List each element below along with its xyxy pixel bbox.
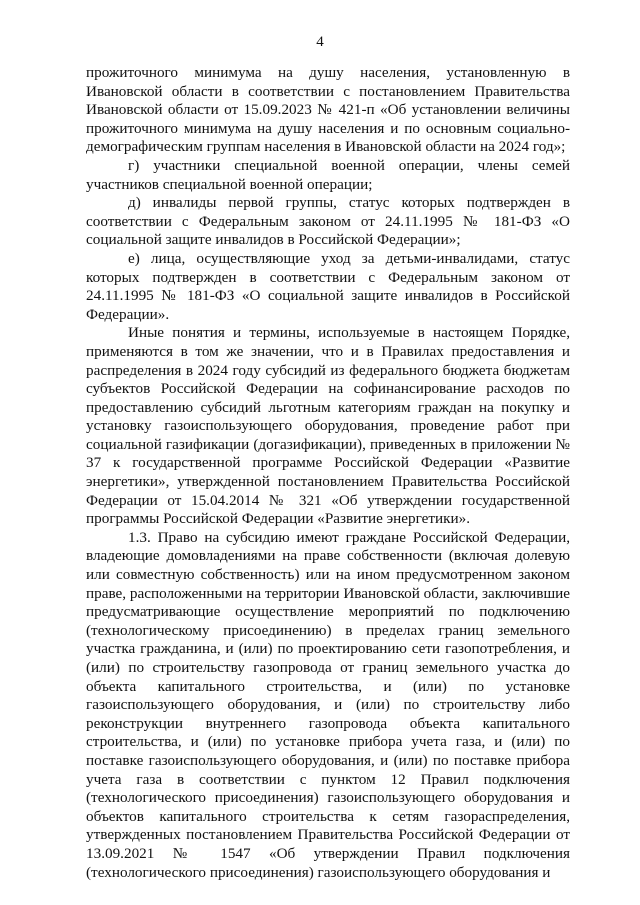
paragraph-continuation-minimum-income: прожиточного минимума на душу населения, установленную в Ивановской области в соответствии с постановлением Правительства Ивановской области от 15.09.2023 № 421-п «Об установлении величины прожиточного минимума на душу населения и по основным социально-демографическим группам населения в Ивановской области на 2024 год»; [86, 64, 570, 156]
page-number: 4 [316, 34, 324, 50]
paragraph-1-3-subsidy-right: 1.3. Право на субсидию имеют граждане Российской Федерации, владеющие домовладениями на праве собственности (включая долевую или совместную собственность) или на ином предусмотренном законом праве, расположенными на территории Ивановской области, заключившие предусматривающие осуществление мероприятий по подключению (технологическому присоединению) в пределах границ земельного участка гражданина, и (или) по проектированию сети газопотребления, и (или) по строительству газопровода от границ земельного участка до объекта капитального строительства, и (или) по установке газоиспользующего оборудования, и (или) по строительству либо реконструкции внутреннего газопровода объекта капитального строительства, и (или) по установке прибора учета газа, и (или) по поставке газоиспользующего оборудования, и (или) по поставке прибора учета газа в соответствии с пунктом 12 Правил подключения (технологического присоединения) газоиспользующего оборудования и объектов капитального строительства к сетям газораспределения, утвержденных постановлением Правительства Российской Федерации от 13.09.2021 № 1547 «Об утверждении Правил подключения (технологического присоединения) газоиспользующего оборудования и [86, 528, 571, 881]
paragraph-item-e-caregivers: е) лица, осуществляющие уход за детьми-инвалидами, статус которых подтвержден в соответствии с Федеральным законом от 24.11.1995 № 181-ФЗ «О социальной защите инвалидов в Российской Федерации». [86, 249, 570, 323]
document-body [86, 64, 570, 882]
paragraph-item-d-disabled-group-one: д) инвалиды первой группы, статус которых подтвержден в соответствии с Федеральным законом от 24.11.1995 № 181-ФЗ «О социальной защите инвалидов в Российской Федерации»; [86, 194, 570, 249]
paragraph-item-g-svo-participants: г) участники специальной военной операции, члены семей участников специальной военной операции; [86, 156, 570, 193]
paragraph-terms-definitions: Иные понятия и термины, используемые в настоящем Порядке, применяются в том же значении, что и в Правилах предоставления и распределения в 2024 году субсидий из федерального бюджета бюджетам субъектов Российской Федерации на софинансирование расходов по предоставлению субсидий льготным категориям граждан на покупку и установку газоиспользующего оборудования, проведение работ при социальной газификации (догазификации), приведенных в приложении № 37 к государственной программе Российской Федерации «Развитие энергетики», утвержденной постановлением Правительства Российской Федерации от 15.04.2014 № 321 «Об утверждении государственной программы Российской Федерации «Развитие энергетики». [86, 324, 570, 528]
